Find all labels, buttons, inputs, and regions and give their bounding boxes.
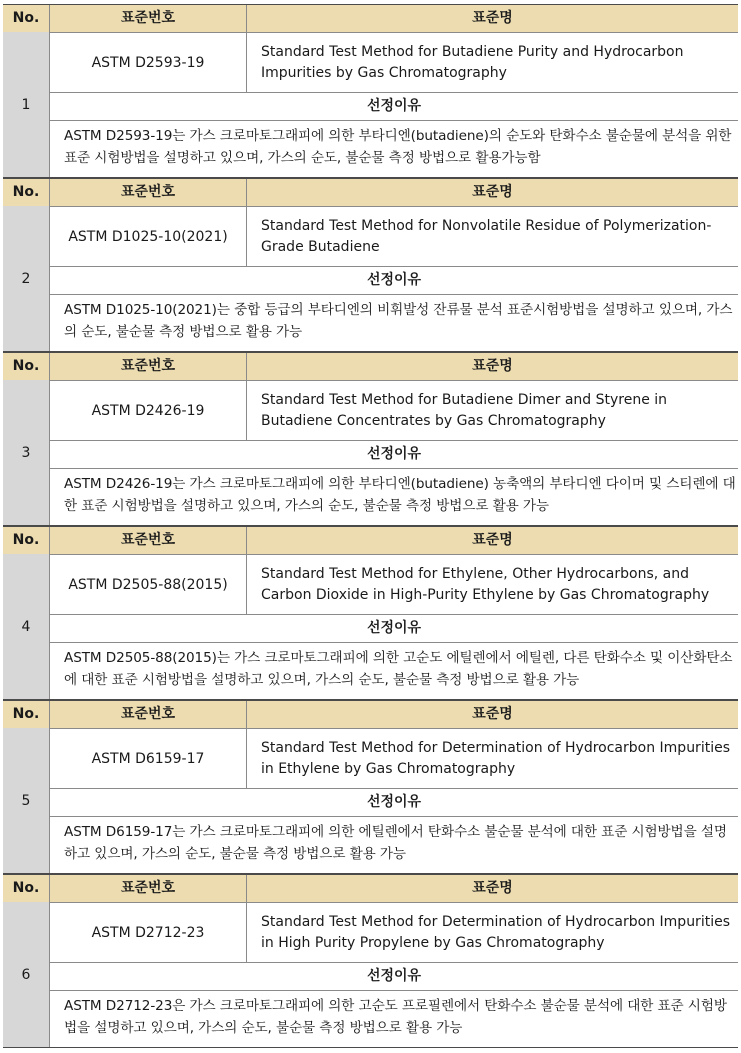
code-header: 표준번호 — [50, 875, 247, 902]
name-header: 표준명 — [472, 10, 513, 26]
header-row — [3, 527, 738, 554]
name-header: 표준명 — [472, 706, 513, 722]
reason-label: 선정이유 — [50, 92, 738, 120]
code-header: 표준번호 — [50, 353, 247, 380]
row-number: 3 — [3, 380, 50, 525]
reason-text: ASTM D6159-17는 가스 크로마토그래피에 의한 에틸렌에서 탄화수소 불순물 분석에 대한 표준 시험방법을 설명하고 있으며, 가스의 순도, 불순물 측정 방법으로 활용 가능 — [50, 816, 738, 873]
reason-label: 선정이유 — [50, 614, 738, 642]
reason-text: ASTM D2505-88(2015)는 가스 크로마토그래피에 의한 고순도 에틸렌에서 에틸렌, 다른 탄화수소 및 이산화탄소에 대한 표준 시험방법을 설명하고 있으며, 가스의 순도, 불순물 측정 방법으로 활용 가능 — [50, 642, 738, 699]
no-header: No. — [3, 179, 50, 206]
standard-block — [3, 352, 738, 526]
row-number: 5 — [3, 728, 50, 873]
standard-row — [50, 902, 738, 962]
standard-code: ASTM D2712-23 — [50, 903, 247, 962]
code-header: 표준번호 — [50, 701, 247, 728]
reason-text: ASTM D1025-10(2021)는 중합 등급의 부타디엔의 비휘발성 잔류물 분석 표준시험방법을 설명하고 있으며, 가스의 순도, 불순물 측정 방법으로 활용 가능 — [50, 294, 738, 351]
row-number: 1 — [3, 32, 50, 177]
name-header: 표준명 — [472, 184, 513, 200]
standard-block — [3, 178, 738, 352]
standard-code: ASTM D2505-88(2015) — [50, 555, 247, 614]
standard-code: ASTM D6159-17 — [50, 729, 247, 788]
reason-label: 선정이유 — [50, 266, 738, 294]
standard-name: Standard Test Method for Determination of Hydrocarbon Impurities in Ethylene by Gas Chromatography — [261, 739, 730, 777]
code-header: 표준번호 — [50, 179, 247, 206]
header-row — [3, 5, 738, 32]
no-header: No. — [3, 875, 50, 902]
name-header: 표준명 — [472, 358, 513, 374]
standard-name: Standard Test Method for Nonvolatile Residue of Polymerization-Grade Butadiene — [261, 217, 712, 255]
header-row — [3, 179, 738, 206]
standard-code: ASTM D1025-10(2021) — [50, 207, 247, 266]
header-row — [3, 701, 738, 728]
standard-row — [50, 206, 738, 266]
header-row — [3, 353, 738, 380]
code-header: 표준번호 — [50, 527, 247, 554]
row-number: 6 — [3, 902, 50, 1047]
standard-row — [50, 554, 738, 614]
no-header: No. — [3, 5, 50, 32]
no-header: No. — [3, 701, 50, 728]
standard-row — [50, 32, 738, 92]
reason-text: ASTM D2712-23은 가스 크로마토그래피에 의한 고순도 프로필렌에서 탄화수소 불순물 분석에 대한 표준 시험방법을 설명하고 있으며, 가스의 순도, 불순물 측정 방법으로 활용 가능 — [50, 990, 738, 1047]
no-header: No. — [3, 353, 50, 380]
reason-label: 선정이유 — [50, 962, 738, 990]
row-number: 2 — [3, 206, 50, 351]
standard-block — [3, 4, 738, 178]
standard-name: Standard Test Method for Ethylene, Other Hydrocarbons, and Carbon Dioxide in High-Purity Ethylene by Gas Chromatography — [261, 565, 710, 603]
name-header: 표준명 — [472, 880, 513, 896]
standard-block — [3, 700, 738, 874]
standard-row — [50, 728, 738, 788]
standard-code: ASTM D2593-19 — [50, 33, 247, 92]
row-number: 4 — [3, 554, 50, 699]
standard-block — [3, 526, 738, 700]
name-header: 표준명 — [472, 532, 513, 548]
standard-row — [50, 380, 738, 440]
reason-text: ASTM D2593-19는 가스 크로마토그래피에 의한 부타디엔(butadiene)의 순도와 탄화수소 불순물에 분석을 위한 표준 시험방법을 설명하고 있으며, 가스의 순도, 불순물 측정 방법으로 활용가능함 — [50, 120, 738, 177]
no-header: No. — [3, 527, 50, 554]
standard-name: Standard Test Method for Butadiene Purity and Hydrocarbon Impurities by Gas Chromatography — [261, 43, 684, 81]
reason-text: ASTM D2426-19는 가스 크로마토그래피에 의한 부타디엔(butadiene) 농축액의 부타디엔 다이머 및 스티렌에 대한 표준 시험방법을 설명하고 있으며, 가스의 순도, 불순물 측정 방법으로 활용 가능 — [50, 468, 738, 525]
reason-label: 선정이유 — [50, 440, 738, 468]
code-header: 표준번호 — [50, 5, 247, 32]
reason-label: 선정이유 — [50, 788, 738, 816]
header-row — [3, 875, 738, 902]
standard-block — [3, 874, 738, 1048]
standard-name: Standard Test Method for Butadiene Dimer and Styrene in Butadiene Concentrates by Gas Chromatography — [261, 391, 668, 429]
standard-name: Standard Test Method for Determination of Hydrocarbon Impurities in High Purity Propylene by Gas Chromatography — [261, 913, 730, 951]
standard-code: ASTM D2426-19 — [50, 381, 247, 440]
